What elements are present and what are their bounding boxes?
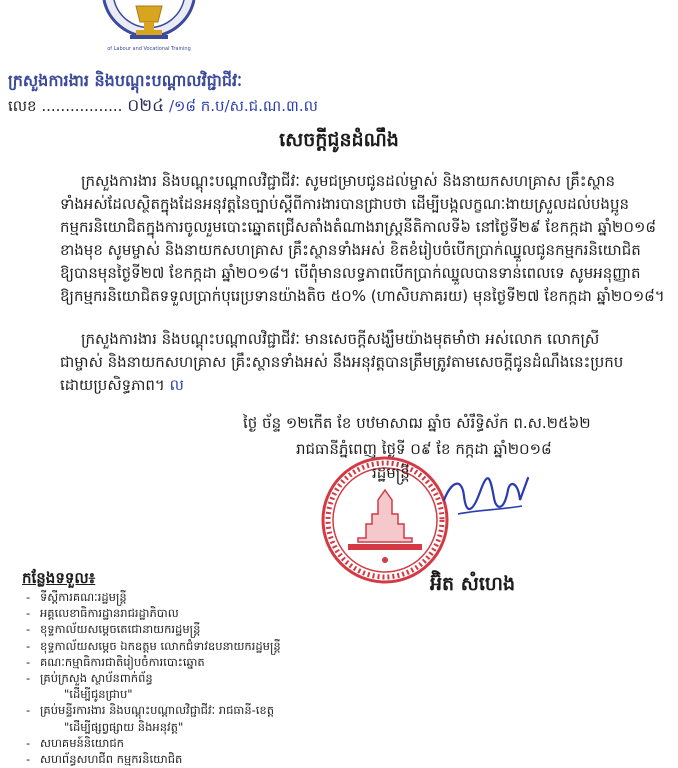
ministry-name: ក្រសួងការងារ និងបណ្តុះបណ្តាលវិជ្ជាជីវៈ xyxy=(8,71,242,90)
paragraph-line: ឱ្យបានមុនថ្ងៃទី២៧ ខែកក្កដា ឆ្នាំ២០១៨។ បើពុំមានលទ្ធភាពបើកប្រាក់ឈ្នួលបានទាន់ពេលទេ សូមអនុញ្ញាត xyxy=(60,264,641,282)
solar-date: រាជធានីភ្នំពេញ ថ្ងៃទី ០៩ ខែ កក្កដា ឆ្នាំ២០១៨ xyxy=(296,440,552,458)
recipient-item: - សហព័ន្ធសហជីព កម្មករនិយោជិត xyxy=(26,752,183,767)
recipient-item: - ខុទ្ទកាល័យសម្តេចតេជោនាយករដ្ឋមន្ត្រី xyxy=(26,622,201,637)
paragraph-line xyxy=(60,374,623,397)
reference-number: លេខ ................. ០២៤ /១៨ ក.ប/ស.ជ.ណ.៣.ល xyxy=(8,96,318,116)
recipient-item: - សហគមន៍និយោជក xyxy=(26,735,124,750)
ministry-logo xyxy=(100,0,198,58)
recipient-item: - ទីស្តីការគណៈរដ្ឋមន្ត្រី xyxy=(26,590,127,604)
body-paragraph-1 xyxy=(60,170,665,308)
recipient-item: - អគ្គលេខាធិការដ្ឋានរាជរដ្ឋាភិបាល xyxy=(26,606,179,621)
lunar-date: ថ្ងៃ ច័ន្ទ ១២កើត ខែ បឋមាសាឍ ឆ្នាំច សំរឹទ្ធិស័ក ព.ស.២៥៦២ xyxy=(243,414,591,432)
reference-suffix: /១៨ ក.ប/ស.ជ.ណ.៣.ល xyxy=(168,97,318,115)
recipient-item: - គណៈកម្មាធិការជាតិរៀបចំការបោះឆ្នោត xyxy=(26,654,205,669)
logo-text: of Labour and Vocational Training xyxy=(107,46,191,52)
recipients-heading: កន្លែងទទួល៖ xyxy=(22,569,96,587)
recipient-note: "ដើម្បីជូនជ្រាប" xyxy=(64,687,133,702)
paragraph-line: ឱ្យកម្មករនិយោជិតទទួលប្រាក់បុរេប្រទានយ៉ាងតិច ៥០% (ហាសិបភាគរយ) មុនថ្ងៃទី២៧ ខែកក្កដា ឆ្នាំ២០១៨។ xyxy=(60,287,665,305)
reference-label: លេខ xyxy=(8,97,37,115)
recipient-item: - ខុទ្ទកាល័យសម្តេច ឯកឧត្តម លោកជំទាវឧបនាយករដ្ឋមន្ត្រី xyxy=(26,638,281,653)
paragraph-line-text: ដោយប្រសិទ្ធភាព។ xyxy=(60,376,165,394)
handwritten-mark: ល xyxy=(169,376,184,394)
signer-name: អ៊ិត សំហេង xyxy=(430,573,516,595)
recipient-note: "ដើម្បីផ្សព្វផ្សាយ និងអនុវត្ត" xyxy=(64,719,184,734)
signature xyxy=(438,470,533,528)
paragraph-line: ខាងមុខ សូមម្ចាស់ និងនាយកសហគ្រាស គ្រឹះស្ថានទាំងអស់ ខិតខំរៀបចំបើកប្រាក់ឈ្នួលជូនកម្មករនិយោជិត xyxy=(60,241,641,259)
reference-handwritten-number: ០២៤ xyxy=(127,96,165,116)
recipients-list xyxy=(26,589,281,767)
document-title: សេចក្តីជូនដំណឹង xyxy=(279,129,399,151)
paragraph-line: ទាំងអស់ដែលស្ថិតក្នុងដែនអនុវត្តនៃច្បាប់ស្តីពីការងារបានជ្រាបថា ដើម្បីបង្កលក្ខណៈងាយស្រួលដល់បងប្អូន xyxy=(60,195,629,213)
paragraph-line: ជាម្ចាស់ និងនាយកសហគ្រាស គ្រឹះស្ថានទាំងអស់ នឹងអនុវត្តបានត្រឹមត្រូវតាមសេចក្តីជូនដំណឹងនេះប្រកប xyxy=(60,353,624,371)
paragraph-line: ក្រសួងការងារ និងបណ្តុះបណ្តាលវិជ្ជាជីវៈ មានសេចក្តីសង្ឃឹមយ៉ាងមុតមាំថា អស់លោក លោកស្រី xyxy=(81,330,600,348)
body-paragraph-2 xyxy=(60,328,623,397)
paragraph-line: ក្រសួងការងារ និងបណ្តុះបណ្តាលវិជ្ជាជីវៈ សូមជម្រាបជូនដល់ម្ចាស់ និងនាយកសហគ្រាស គ្រឹះស្ថាន xyxy=(81,172,616,190)
minister-label: រដ្ឋមន្ត្រី xyxy=(372,464,410,482)
recipient-item: - គ្រប់ក្រសួង ស្ថាប័នពាក់ព័ន្ធ xyxy=(26,671,153,686)
recipient-item: - គ្រប់មន្ទីរការងារ និងបណ្តុះបណ្តាលវិជ្ជាជីវៈ រាជធានី-ខេត្ត xyxy=(26,703,275,718)
paragraph-line: កម្មករនិយោជិតក្នុងការចូលរួមបោះឆ្នោតជ្រើសតាំងតំណាងរាស្ត្រនីតិកាលទី៦ នៅថ្ងៃទី២៩ ខែកក្កដា ឆ្នាំ២០១៨ xyxy=(60,218,656,236)
